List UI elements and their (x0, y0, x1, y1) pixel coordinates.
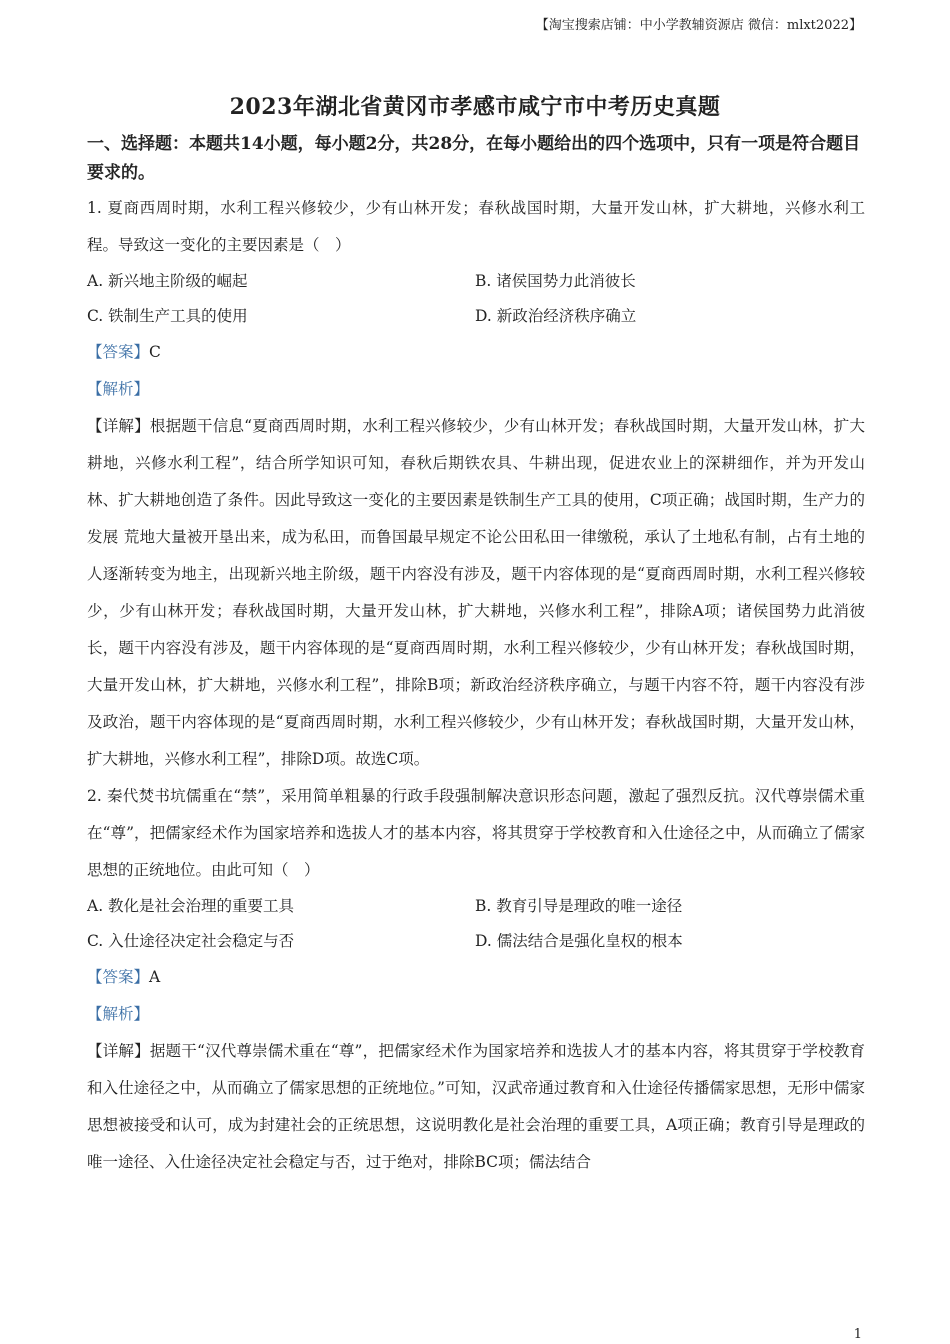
header-note: 【淘宝搜索店铺：中小学教辅资源店 微信：mlxt2022】 (535, 18, 862, 33)
detail-tag: 【详解】 (87, 417, 150, 435)
detail-text: 根据题干信息“夏商西周时期，水利工程兴修较少，少有山林开发；春秋战国时期，大量开发山林，扩大耕地，兴修水利工程”，结合所学知识可知，春秋后期铁农具、牛耕出现，促进农业上的深耕细作，并为开发山林、扩大耕地创造了条件。因此导致这一变化的主要因素是铁制生产工具的使用，C项正确；战国时期，生产力的发展 荒地大量被开垦出来，成为私田，而鲁国最早规定不论公田私田一律缴税，承认了土地私有制，占有土地的人逐渐转变为地主，出现新兴地主阶级，题干内容没有涉及，题干内容体现的是“夏商西周时期，水利工程兴修较少，少有山林开发；春秋战国时期，大量开发山林，扩大耕地，兴修水利工程”，排除A项；诸侯国势力此消彼长，题干内容没有涉及，题干内容体现的是“夏商西周时期，水利工程兴修较少，少有山林开发；春秋战国时期，大量开发山林，扩大耕地，兴修水利工程”，排除B项；新政治经济秩序确立，与题干内容不符，题干内容没有涉及政治，题干内容体现的是“夏商西周时期，水利工程兴修较少，少有山林开发；春秋战国时期，大量开发山林，扩大耕地，兴修水利工程”，排除D项。故选C项。 (87, 417, 865, 768)
document-body (87, 130, 865, 1181)
q2-detail (87, 1033, 865, 1181)
q2-option-d: D. 儒法结合是强化皇权的根本 (475, 932, 683, 950)
answer-tag: 【答案】 (87, 343, 150, 361)
section-heading: 一、选择题：本题共14小题，每小题2分，共28分，在每小题给出的四个选项中，只有一项是符合题目要求的。 (87, 134, 861, 183)
q2-option-c: C. 入仕途径决定社会稳定与否 (87, 932, 295, 950)
q1-options-row-1 (87, 264, 865, 299)
q2-options-row-2 (87, 924, 865, 959)
q2-stem: 2. 秦代焚书坑儒重在“禁”，采用简单粗暴的行政手段强制解决意识形态问题，激起了强烈反抗。汉代尊崇儒术重在“尊”，把儒家经术作为国家培养和选拔人才的基本内容，将其贯穿于学校教育和入仕途径之中，从而确立了儒家思想的正统地位。由此可知（ ） (87, 787, 865, 879)
q1-analysis (87, 371, 865, 408)
answer-value: A (149, 968, 161, 986)
q1-option-c: C. 铁制生产工具的使用 (87, 307, 248, 325)
q1-answer (87, 334, 865, 371)
detail-text: 据题干“汉代尊崇儒术重在“尊”，把儒家经术作为国家培养和选拔人才的基本内容，将其贯穿于学校教育和入仕途径之中，从而确立了儒家思想的正统地位。”可知，汉武帝通过教育和入仕途径传播儒家思想，无形中儒家思想被接受和认可，成为封建社会的正统思想，这说明教化是社会治理的重要工具，A项正确；教育引导是理政的唯一途径、入仕途径决定社会稳定与否，过于绝对，排除BC项；儒法结合 (87, 1042, 865, 1171)
q1-detail (87, 408, 865, 778)
q1-option-b: B. 诸侯国势力此消彼长 (475, 272, 636, 290)
q2-option-b: B. 教育引导是理政的唯一途径 (475, 897, 683, 915)
answer-value: C (149, 343, 161, 361)
page-number: 1 (853, 1327, 862, 1342)
answer-tag: 【答案】 (87, 968, 150, 986)
q1-stem: 1. 夏商西周时期，水利工程兴修较少，少有山林开发；春秋战国时期，大量开发山林，扩大耕地，兴修水利工程。导致这一变化的主要因素是（ ） (87, 199, 865, 254)
q1-options-row-2 (87, 299, 865, 334)
q2-analysis (87, 996, 865, 1033)
q1-option-a: A. 新兴地主阶级的崛起 (87, 272, 248, 290)
q1-option-d: D. 新政治经济秩序确立 (475, 307, 637, 325)
analysis-tag: 【解析】 (87, 380, 150, 398)
q2-answer (87, 959, 865, 996)
detail-tag: 【详解】 (87, 1042, 150, 1060)
analysis-tag: 【解析】 (87, 1005, 150, 1023)
q2-options-row-1 (87, 889, 865, 924)
q2-option-a: A. 教化是社会治理的重要工具 (87, 897, 295, 915)
page-title: 2023年湖北省黄冈市孝感市咸宁市中考历史真题 (229, 94, 721, 120)
